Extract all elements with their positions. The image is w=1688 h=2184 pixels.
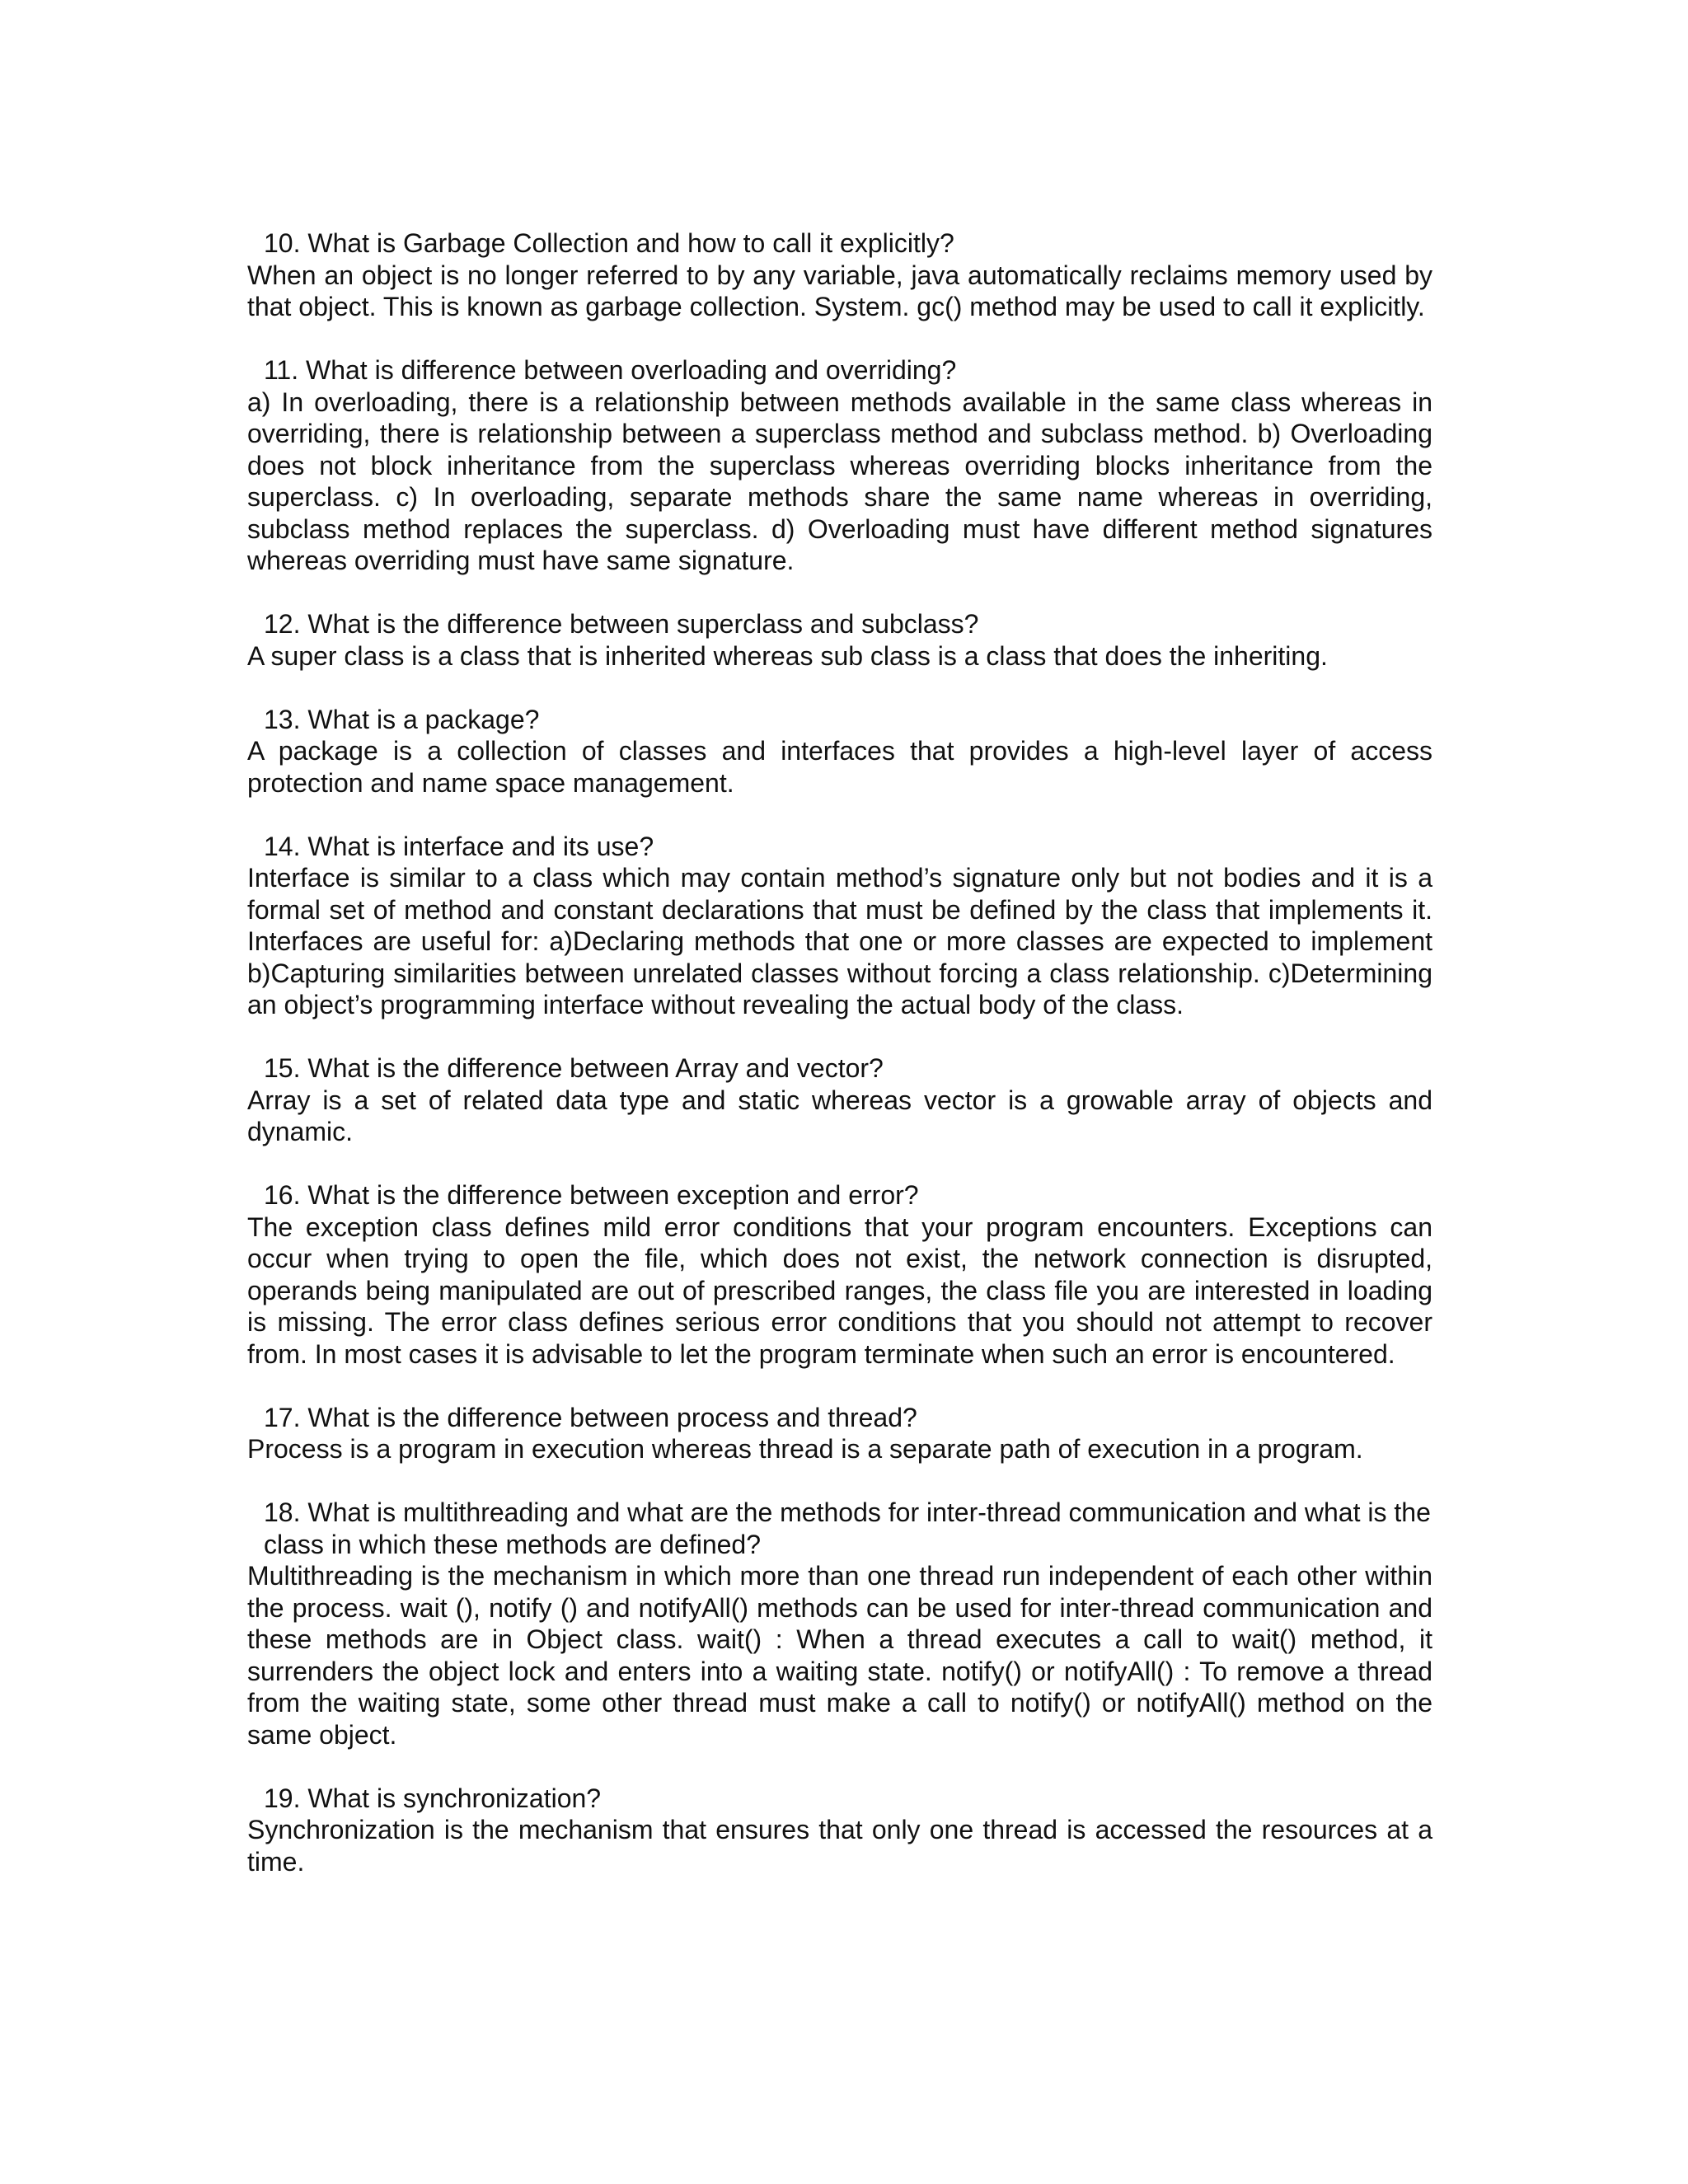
qa-item-18: [247, 1497, 1432, 1750]
question-heading: 10. What is Garbage Collection and how to call it explicitly?: [264, 228, 954, 258]
question-heading: 11. What is difference between overloading and overriding?: [264, 355, 957, 385]
question-heading: 15. What is the difference between Array and vector?: [264, 1053, 884, 1083]
answer-paragraph: The exception class defines mild error conditions that your program encounters. Exceptions can occur when trying to open the file, which does not exist, the network connection is disrupted, operands being manipulated are out of prescribed ranges, the class file you are interested in loading is missing. The error class defines serious error conditions that you should not attempt to recover from. In most cases it is advisable to let the program terminate when such an error is encountered.: [247, 1212, 1432, 1369]
qa-item-10: [247, 227, 1432, 323]
qa-item-11: [247, 354, 1432, 577]
question-heading: 13. What is a package?: [264, 704, 540, 734]
answer-paragraph: a) In overloading, there is a relationship between methods available in the same class whereas in overriding, there is relationship between a superclass method and subclass method. b) Overloading does not block inheritance from the superclass whereas overriding blocks inheritance from the superclass. c) In overloading, separate methods share the same name whereas in overriding, subclass method replaces the superclass. d) Overloading must have different method signatures whereas overriding must have same signature.: [247, 387, 1432, 575]
question-heading: 12. What is the difference between superclass and subclass?: [264, 609, 979, 639]
question-heading: 17. What is the difference between process and thread?: [264, 1402, 917, 1432]
answer-paragraph: A package is a collection of classes and interfaces that provides a high-level layer of access protection and name space management.: [247, 736, 1432, 798]
qa-item-17: [247, 1402, 1432, 1465]
qa-item-16: [247, 1179, 1432, 1370]
question-heading: 19. What is synchronization?: [264, 1783, 602, 1813]
qa-item-13: [247, 704, 1432, 799]
qa-item-12: [247, 608, 1432, 672]
answer-paragraph: Array is a set of related data type and static whereas vector is a growable array of objects and dynamic.: [247, 1085, 1432, 1146]
question-heading: 18. What is multithreading and what are the methods for inter-thread communication and what is the class in which these methods are defined?: [264, 1497, 1431, 1559]
qa-item-19: [247, 1783, 1432, 1878]
answer-paragraph: Interface is similar to a class which may contain method’s signature only but not bodies and it is a formal set of method and constant declarations that must be defined by the class that implements it. Interfaces are useful for: a)Declaring methods that one or more classes are expected to implement b)Capturing similarities between unrelated classes without forcing a class relationship. c)Determining an object’s programming interface without revealing the actual body of the class.: [247, 863, 1432, 1019]
document-page: [247, 227, 1432, 1910]
answer-paragraph: A super class is a class that is inherited whereas sub class is a class that does the inheriting.: [247, 640, 1328, 671]
qa-item-14: [247, 831, 1432, 1021]
answer-paragraph: Synchronization is the mechanism that ensures that only one thread is accessed the resources at a time.: [247, 1815, 1432, 1877]
answer-paragraph: When an object is no longer referred to by any variable, java automatically reclaims memory used by that object. This is known as garbage collection. System. gc() method may be used to call it explicitly.: [247, 260, 1432, 321]
answer-paragraph: Multithreading is the mechanism in which more than one thread run independent of each other within the process. wait (), notify () and notifyAll() methods can be used for inter-thread communication and these methods are in Object class. wait() : When a thread executes a call to wait() method, it surrenders the object lock and enters into a waiting state. notify() or notifyAll() : To remove a thread from the waiting state, some other thread must make a call to notify() or notifyAll() method on the same object.: [247, 1561, 1432, 1750]
answer-paragraph: Process is a program in execution whereas thread is a separate path of execution in a program.: [247, 1434, 1363, 1464]
question-heading: 16. What is the difference between exception and error?: [264, 1180, 919, 1210]
qa-item-15: [247, 1052, 1432, 1148]
question-heading: 14. What is interface and its use?: [264, 831, 654, 861]
